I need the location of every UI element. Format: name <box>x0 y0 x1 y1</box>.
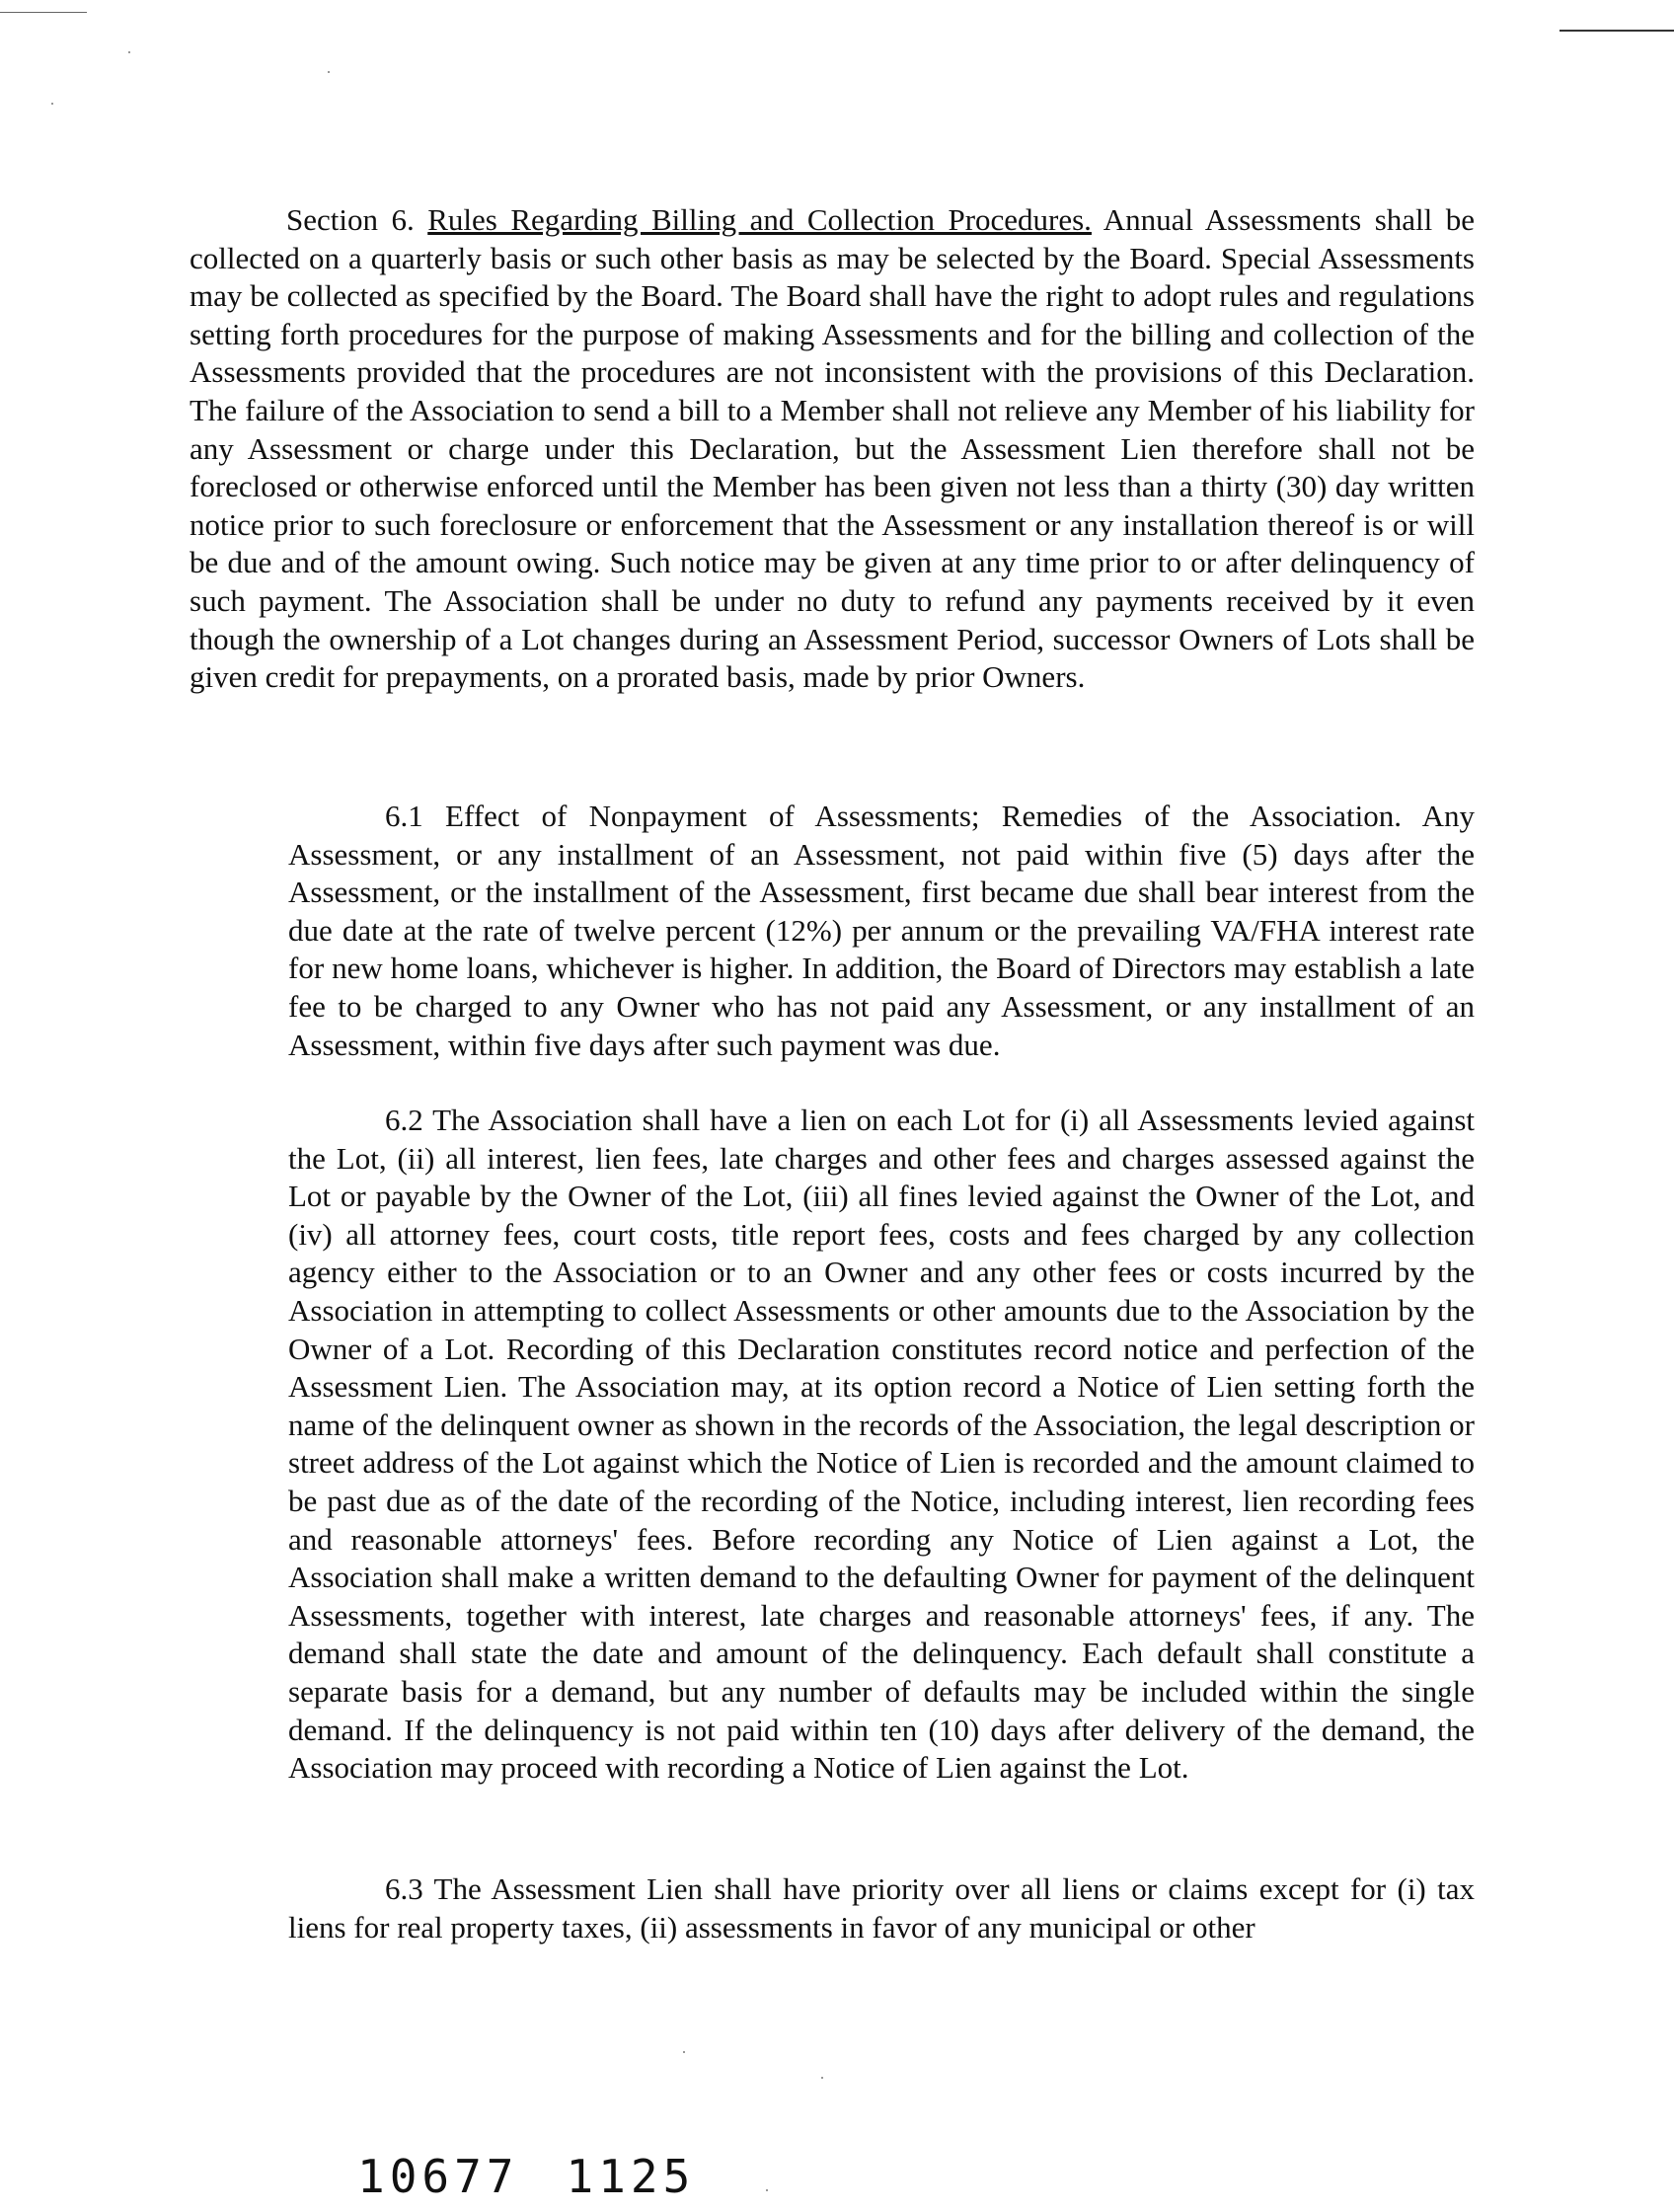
scan-speck <box>51 103 53 105</box>
subsection-6-1 <box>288 798 1475 1064</box>
scan-speck <box>328 71 330 73</box>
subsection-6-3-text: 6.3 The Assessment Lien shall have priority over all liens or claims except for (i) tax liens for real property taxes, (ii) assessments in favor of any municipal or other <box>288 1871 1475 1945</box>
recording-book-number: 10677 <box>357 2150 519 2203</box>
section-body: Annual Assessments shall be collected on a quarterly basis or such other basis as may be selected by the Board. Special Assessments may be collected as specified by the Board. The Board shall have the right to adopt rules and regulations setting forth procedures for the purpose of making Assessments and for the billing and collection of the Assessments provided that the procedures are not inconsistent with the provisions of this Declaration. The failure of the Association to send a bill to a Member shall not relieve any Member of his liability for any Assessment or charge under this Declaration, but the Assessment Lien therefore shall not be foreclosed or otherwise enforced until the Member has been given not less than a thirty (30) day written notice prior to such foreclosure or enforcement that the Assessment or any installation thereof is or will be due and of the amount owing. Such notice may be given at any time prior to or after delinquency of such payment. The Association shall be under no duty to refund any payments received by it even though the ownership of a Lot changes during an Assessment Period, successor Owners of Lots shall be given credit for prepayments, on a prorated basis, made by prior Owners. <box>190 202 1475 695</box>
scan-speck <box>766 2189 768 2191</box>
section-number: Section 6. <box>286 202 415 237</box>
recording-stamp <box>357 2150 695 2203</box>
recording-page-number: 1125 <box>566 2150 696 2203</box>
scan-speck <box>821 2077 823 2079</box>
section-title: Rules Regarding Billing and Collection Procedures. <box>427 202 1092 237</box>
subsection-6-1-text: 6.1 Effect of Nonpayment of Assessments; Remedies of the Association. Any Assessment, or any installment of an Assessment, not paid within five (5) days after the Assessment, or the installment of the Assessment, first became due shall bear interest from the due date at the rate of twelve percent (12%) per annum or the prevailing VA/FHA interest rate for new home loans, whichever is higher. In addition, the Board of Directors may establish a late fee to be charged to any Owner who has not paid any Assessment, or any installment of an Assessment, within five days after such payment was due. <box>288 799 1475 1062</box>
scan-edge-line-left <box>0 12 87 13</box>
subsection-6-3 <box>288 1870 1475 1946</box>
subsection-6-2 <box>288 1102 1475 1788</box>
scan-speck <box>128 51 130 53</box>
scan-speck <box>683 2051 685 2053</box>
subsection-6-2-text: 6.2 The Association shall have a lien on each Lot for (i) all Assessments levied against the Lot, (ii) all interest, lien fees, late charges and other fees and charges assessed against the Lot or payable by the Owner of the Lot, (iii) all fines levied against the Owner of the Lot, and (iv) all attorney fees, court costs, title report fees, costs and fees charged by any collection agency either to the Association or to an Owner and any other fees or costs incurred by the Association in attempting to collect Assessments or other amounts due to the Association by the Owner of a Lot. Recording of this Declaration constitutes record notice and perfection of the Assessment Lien. The Association may, at its option record a Notice of Lien setting forth the name of the delinquent owner as shown in the records of the Association, the legal description or street address of the Lot against which the Notice of Lien is recorded and the amount claimed to be past due as of the date of the recording of the Notice, including interest, lien recording fees and reasonable attorneys' fees. Before recording any Notice of Lien against a Lot, the Association shall make a written demand to the defaulting Owner for payment of the delinquent Assessments, together with interest, late charges and reasonable attorneys' fees, if any. The demand shall state the date and amount of the delinquency. Each default shall constitute a separate basis for a demand, but any number of defaults may be included within the single demand. If the delinquency is not paid within ten (10) days after delivery of the demand, the Association may proceed with recording a Notice of Lien against the Lot. <box>288 1103 1475 1786</box>
scan-edge-line-right <box>1560 30 1674 32</box>
section-6-paragraph <box>190 201 1475 697</box>
